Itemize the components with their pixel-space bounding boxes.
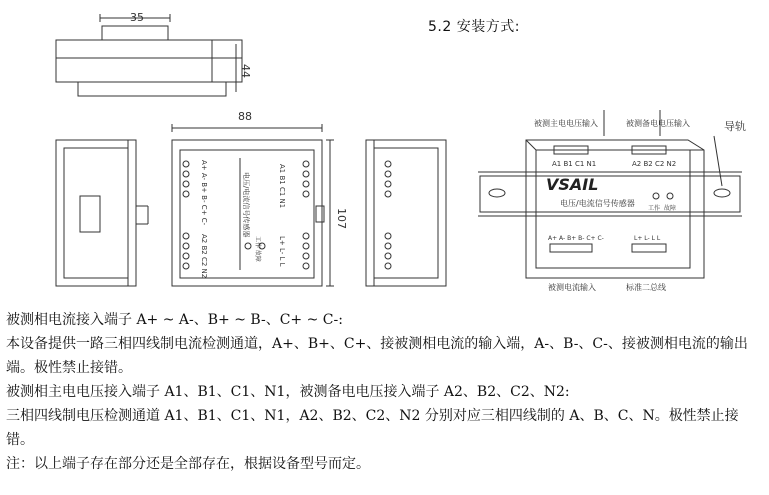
isometric-view-drawing [478, 110, 742, 278]
paragraph-voltage-terminals: 被测相主电电压接入端子 A1、B1、C1、N1，被测备电电压接入端子 A2、B2、C2、N2: [6, 384, 570, 400]
left-side-view-drawing [56, 140, 148, 286]
dimension-width-front: 88 [238, 110, 252, 123]
iso-bottom-terms-left: A+ A- B+ B- C+ C- [548, 235, 604, 242]
iso-rail-label: 导轨 [724, 120, 746, 133]
iso-label-current-input: 被测电流输入 [548, 283, 596, 292]
paragraph-current-terminals: 被测相电流接入端子 A+ ~ A-、B+ ~ B-、C+ ~ C-: [6, 312, 343, 328]
front-terminals-bottom-left: A2 B2 C2 N2 [200, 234, 208, 279]
iso-bottom-terms-right: L+ L- L L [634, 235, 661, 242]
iso-top-terms-left: A1 B1 C1 N1 [552, 160, 597, 168]
section-heading: 5.2 安装方式: [428, 19, 520, 35]
paragraph-voltage-description: 三相四线制电压检测通道 A1、B1、C1、N1，A2、B2、C2、N2 分别对应三相四线制的 A、B、C、N。极性禁止接错。 [6, 408, 739, 448]
dimension-height-side: 107 [335, 208, 348, 229]
iso-brand-logo: VSAIL [546, 175, 599, 194]
paragraph-current-description: 本设备提供一路三相四线制电流检测通道，A+、B+、C+、接被测相电流的输入端，A-、B-、C-、接被测相电流的输出端。极性禁止接错。 [6, 336, 748, 376]
iso-label-bus: 标准二总线 [626, 283, 666, 292]
front-view-drawing [172, 124, 334, 286]
paragraph-note: 注：以上端子存在部分还是全部存在，根据设备型号而定。 [6, 456, 370, 472]
top-view-drawing [56, 14, 242, 96]
dimension-height-top: 44 [239, 64, 252, 78]
body-text [6, 308, 763, 476]
iso-product-name: 电压/电流信号传感器 [560, 199, 635, 208]
iso-led-work-label: 工作 [648, 205, 661, 212]
front-label-sub: 工作 故障 [254, 236, 261, 262]
front-terminals-bottom-right: L+ L- L L [278, 236, 286, 267]
iso-top-terms-right: A2 B2 C2 N2 [632, 160, 677, 168]
iso-label-backup-voltage: 被测备电电压输入 [626, 119, 690, 128]
right-side-view-drawing [366, 140, 446, 286]
dimension-width-top: 35 [130, 11, 144, 24]
front-label-main: 电压/电流信号传感器 [242, 172, 250, 238]
front-terminals-left-top: A1 B1 C1 N1 [278, 164, 286, 209]
iso-label-main-voltage: 被测主电电压输入 [534, 119, 598, 128]
iso-led-fault-label: 故障 [664, 205, 677, 212]
front-terminals-right-top: A+ A- B+ B- C+ C- [200, 160, 208, 226]
